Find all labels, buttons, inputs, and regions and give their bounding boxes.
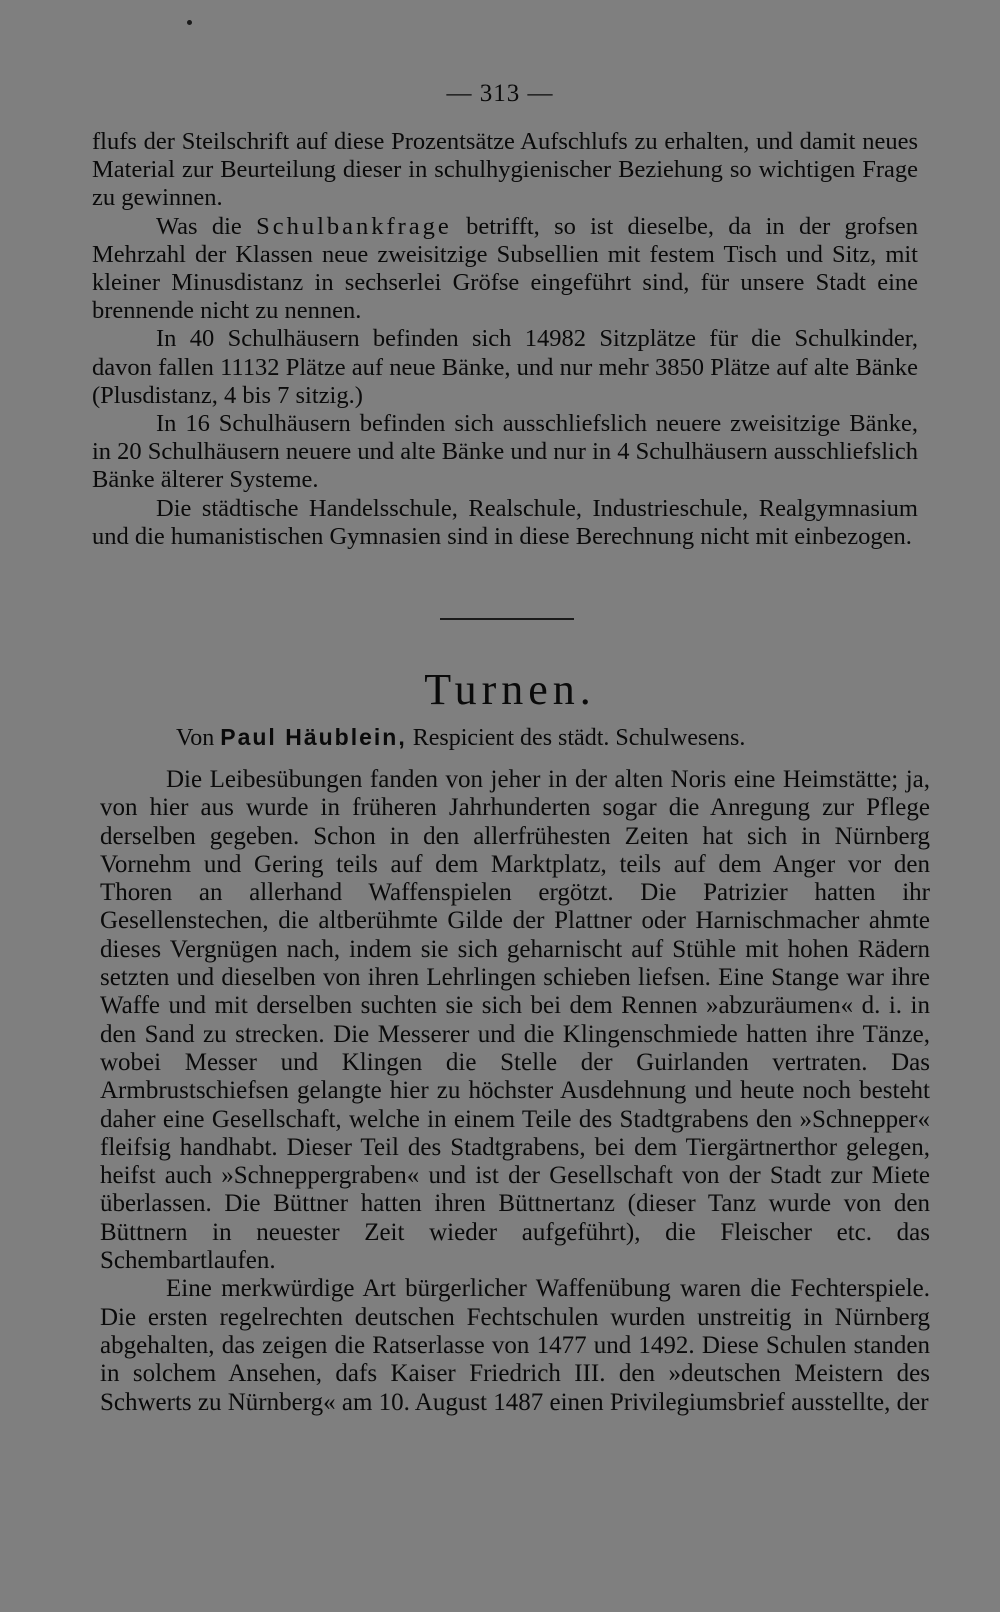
paragraph-bench-types: In 16 Schulhäusern befinden sich ausschliefslich neuere zweisitzige Bänke, in 20 Schulhäusern neuere und alte Bänke und nur in 4 Schulhäusern ausschliefslich Bänke älterer Systeme. [92, 410, 918, 494]
section-divider [440, 618, 574, 620]
spaced-emphasis: Schulbankfrage [256, 212, 452, 240]
paragraph-history: Die Leibesübungen fanden von jeher in der alten Noris eine Heimstätte; ja, von hier aus wurde in früheren Jahrhunderten sogar die Anregung zur Pflege derselben gegeben. Schon in den allerfrühesten Zeiten hat sich in Nürnberg Vornehm und Gering teils auf dem Marktplatz, teils auf dem Anger vor den Thoren an allerhand Waffenspielen ergötzt. Die Patrizier hatten ihr Gesellenstechen, die altberühmte Gilde der Plattner oder Harnischmacher ahmte dieses Vergnügen nach, indem sie sich geharnischt auf Stühle mit hohen Rädern setzten und dieselben von ihren Lehrlingen schieben liefsen. Eine Stange war ihre Waffe und mit derselben suchten sie sich bei dem Rennen »abzuräumen« d. i. in den Sand zu strecken. Die Messerer und die Klingenschmiede hatten ihre Tänze, wobei Messer und Klingen die Stelle der Guirlanden vertraten. Das Armbrustschiefsen gelangte hier zu höchster Ausdehnung und heute noch besteht daher eine Gesellschaft, welche in einem Teile des Stadtgrabens den »Schnepper« fleifsig handhabt. Dieser Teil des Stadtgrabens, bei dem Tiergärtnerthor gelegen, heifst auch »Schneppergraben« und ist der Gesellschaft von der Stadt zur Miete überlassen. Die Büttner hatten ihren Büttnertanz (dieser Tanz wurde von den Büttnern in neuester Zeit wieder aufgeführt), die Fleischer etc. das Schembartlaufen. [100, 766, 930, 1275]
paragraph-excluded-schools: Die städtische Handelsschule, Realschule, Industrieschule, Realgymnasium und die humanistischen Gymnasien sind in diese Berechnung nicht mit einbezogen. [92, 494, 918, 550]
paragraph-lead: Was die [156, 212, 257, 240]
school-bench-section [92, 128, 918, 551]
byline [176, 724, 745, 752]
paragraph-rest: betrifft, so ist dieselbe, da in der grofsen Mehrzahl der Klassen neue zweisitzige Subsellien mit festem Tisch und Sitz, mit kleiner Minusdistanz in sechserlei Gröfse eingeführt sind, für unsere Stadt eine brennende nicht zu nennen. [92, 212, 918, 325]
section-heading: Turnen. [424, 665, 596, 714]
ink-speck [187, 20, 192, 25]
paragraph-fechterspiele: Eine merkwürdige Art bürgerlicher Waffenübung waren die Fechterspiele. Die ersten regelrechten deutschen Fechtschulen wurden unstreitig in Nürnberg abgehalten, das zeigen die Ratserlasse von 1477 und 1492. Diese Schulen standen in solchem Ansehen, dafs Kaiser Friedrich III. den »deutschen Meistern des Schwerts zu Nürnberg« am 10. August 1487 einen Privilegiumsbrief ausstellte, der [100, 1275, 930, 1416]
author-role: Respicient des städt. Schulwesens. [412, 725, 746, 751]
paragraph-schulbankfrage [92, 213, 918, 326]
turnen-section [100, 766, 930, 1417]
page-number: — 313 — [446, 80, 554, 107]
paragraph-continuation: flufs der Steilschrift auf diese Prozentsätze Aufschlufs zu erhalten, und damit neues Material zur Beurteilung dieser in schulhygienischer Beziehung so wichtigen Frage zu gewinnen. [92, 128, 918, 212]
paragraph-seat-counts: In 40 Schulhäusern befinden sich 14982 Sitzplätze für die Schulkinder, davon fallen 11132 Plätze auf neue Bänke, und nur mehr 3850 Plätze auf alte Bänke (Plusdistanz, 4 bis 7 sitzig.) [92, 325, 918, 409]
byline-prefix: Von [176, 725, 215, 751]
author-name: Paul Häublein, [220, 724, 407, 750]
